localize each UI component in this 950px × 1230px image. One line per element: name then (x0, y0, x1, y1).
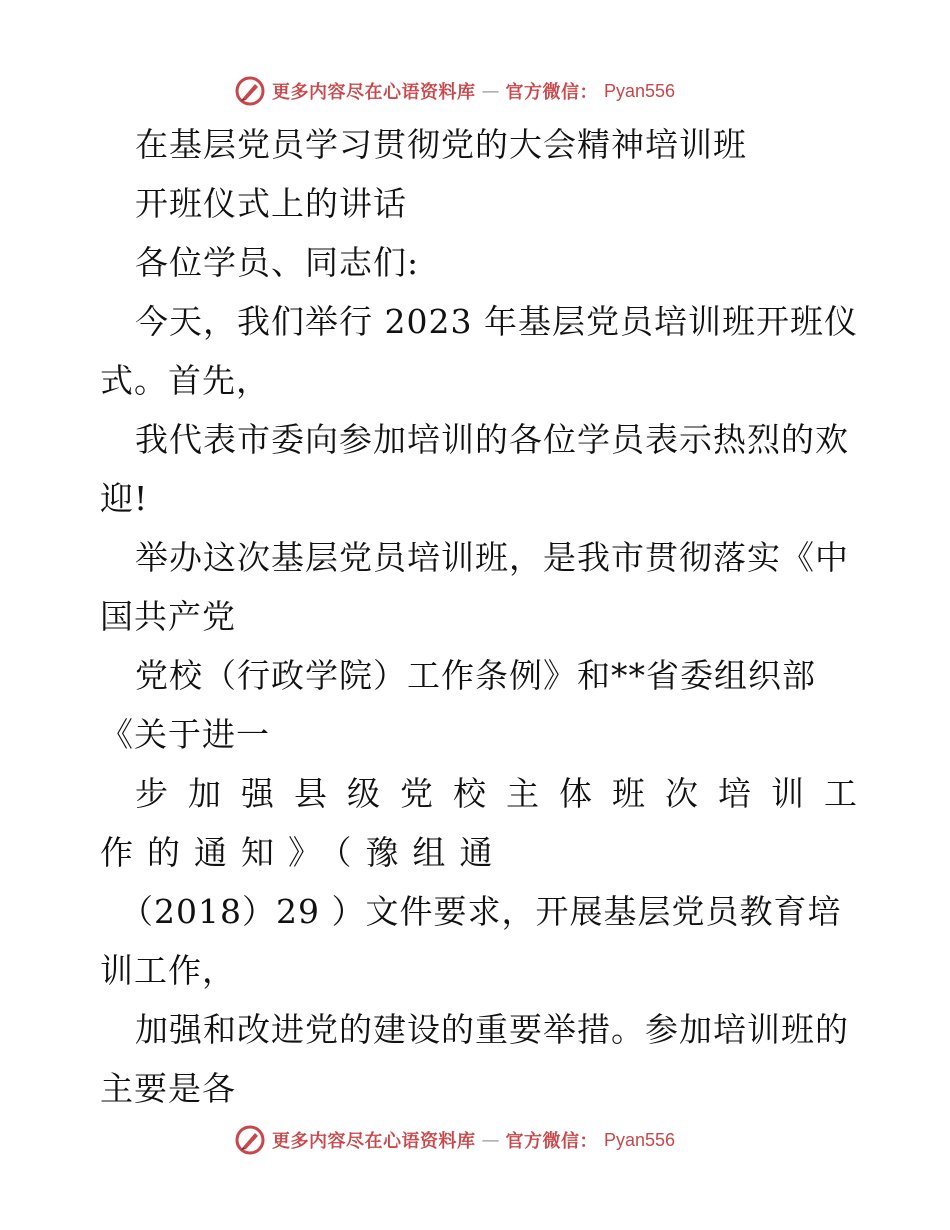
paragraph-line: 主要是各 (100, 1069, 236, 1108)
speech-title-line-1: 在基层党员学习贯彻党的大会精神培训班 (135, 125, 747, 164)
speech-title-line-2: 开班仪式上的讲话 (135, 184, 407, 223)
watermark-separator: — (481, 1129, 500, 1151)
paragraph-line: 国共产党 (100, 597, 236, 636)
paragraph-line: 迎! (100, 479, 149, 518)
paragraph-line: 作的通知》（豫组通 (100, 833, 507, 872)
watermark-account: Pyan556 (604, 1129, 676, 1150)
paragraph-line: 式。首先， (100, 361, 270, 400)
salutation: 各位学员、同志们: (135, 243, 420, 282)
watermark-wechat-label: 官方微信： (505, 82, 598, 103)
watermark-brand-text: 更多内容尽在心语资料库 (272, 82, 476, 103)
footer-watermark (234, 1123, 675, 1157)
paragraph-line: 今天，我们举行 2023 年基层党员培训班开班仪 (135, 302, 858, 341)
watermark-account: Pyan556 (604, 80, 676, 101)
quill-logo-icon (234, 1124, 266, 1156)
watermark-wechat-label: 官方微信： (505, 1131, 598, 1152)
watermark-brand-text: 更多内容尽在心语资料库 (272, 1131, 476, 1152)
paragraph-line: 《关于进一 (100, 715, 270, 754)
paragraph-line: 加强和改进党的建设的重要举措。参加培训班的 (135, 1010, 849, 1049)
paragraph-line: 我代表市委向参加培训的各位学员表示热烈的欢 (135, 420, 849, 459)
watermark-separator: — (481, 80, 500, 102)
paragraph-line: 训工作， (100, 951, 236, 990)
paragraph-line: 党校（行政学院）工作条例》和**省委组织部 (135, 656, 816, 695)
paragraph-line: （2018）29 ）文件要求，开展基层党员教育培 (120, 892, 842, 931)
paragraph-line: 步加强县级党校主体班次培训工 (135, 774, 877, 813)
paragraph-line: 举办这次基层党员培训班，是我市贯彻落实《中 (135, 538, 849, 577)
